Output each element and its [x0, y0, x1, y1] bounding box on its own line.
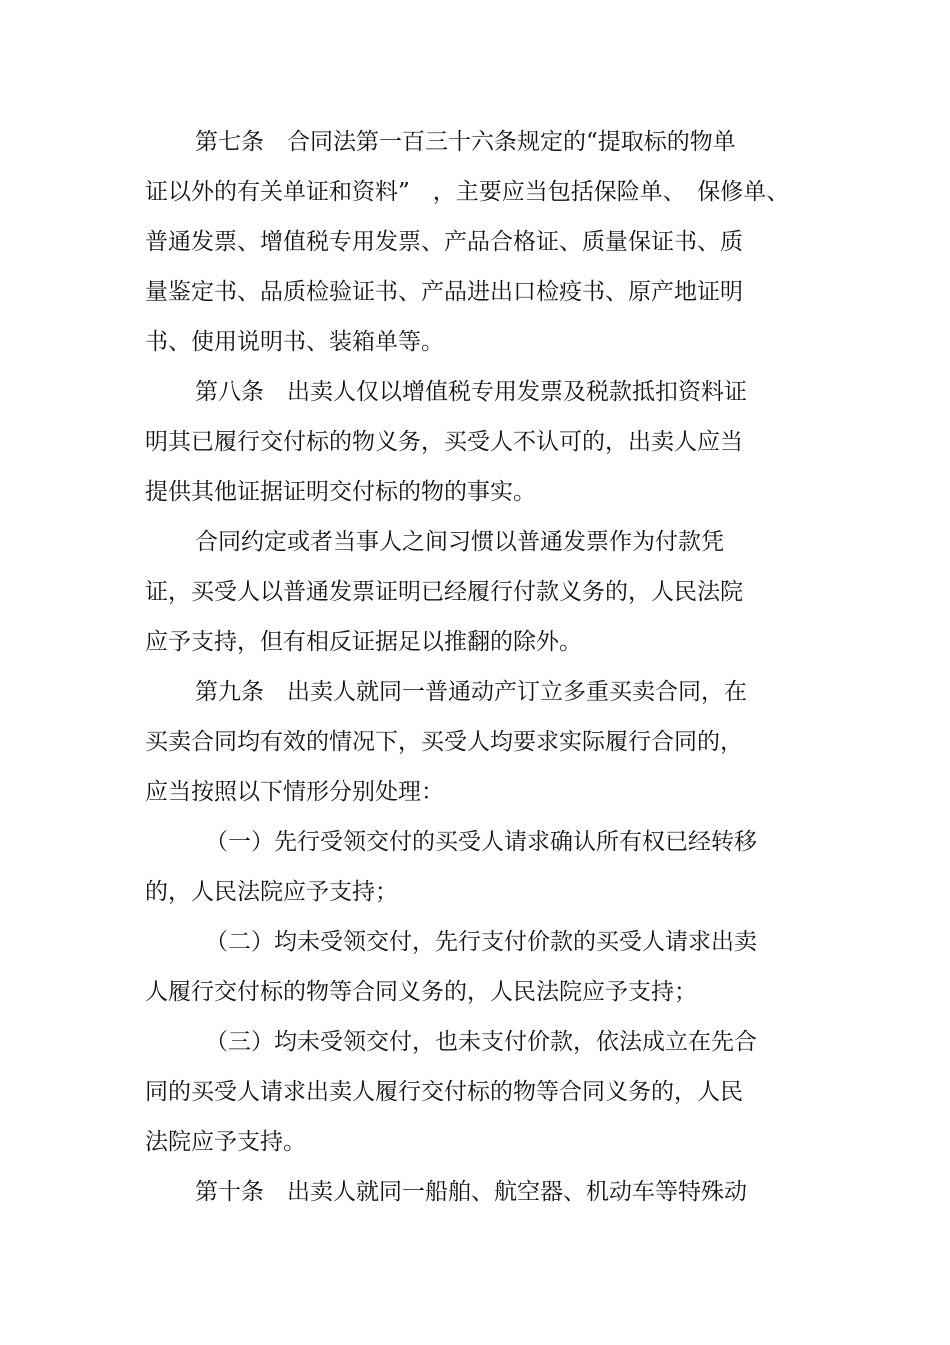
text-line: 第八条 出卖人仅以增值税专用发票及税款抵扣资料证	[195, 379, 747, 405]
text-line: （一）先行受领交付的买受人请求确认所有权已经转移	[205, 829, 757, 855]
text-line: 书、使用说明书、装箱单等。	[145, 329, 444, 355]
text-line: 的，人民法院应予支持；	[145, 879, 398, 905]
text-line: 证以外的有关单证和资料” ，主要应当包括保险单、 保修单、	[145, 179, 790, 205]
text-line: 人履行交付标的物等合同义务的，人民法院应予支持；	[145, 979, 697, 1005]
text-line: 合同约定或者当事人之间习惯以普通发票作为付款凭	[195, 529, 724, 555]
text-line: 普通发票、增值税专用发票、产品合格证、质量保证书、质	[145, 229, 743, 255]
text-line: 量鉴定书、品质检验证书、产品进出口检疫书、原产地证明	[145, 279, 743, 305]
text-line: 应予支持，但有相反证据足以推翻的除外。	[145, 629, 582, 655]
text-line: 第十条 出卖人就同一船舶、航空器、机动车等特殊动	[195, 1179, 747, 1205]
text-line: 同的买受人请求出卖人履行交付标的物等合同义务的，人民	[145, 1079, 743, 1105]
text-line: （二）均未受领交付，先行支付价款的买受人请求出卖	[205, 929, 757, 955]
text-line: （三）均未受领交付，也未支付价款，依法成立在先合	[205, 1029, 757, 1055]
text-line: 明其已履行交付标的物义务，买受人不认可的，出卖人应当	[145, 429, 743, 455]
text-line: 买卖合同均有效的情况下，买受人均要求实际履行合同的，	[145, 729, 743, 755]
text-line: 提供其他证据证明交付标的物的事实。	[145, 479, 536, 505]
text-line: 法院应予支持。	[145, 1129, 306, 1155]
text-line: 第九条 出卖人就同一普通动产订立多重买卖合同，在	[195, 679, 747, 705]
text-line: 证，买受人以普通发票证明已经履行付款义务的，人民法院	[145, 579, 743, 605]
text-line: 应当按照以下情形分别处理：	[145, 779, 444, 805]
text-line: 第七条 合同法第一百三十六条规定的“提取标的物单	[195, 129, 736, 155]
